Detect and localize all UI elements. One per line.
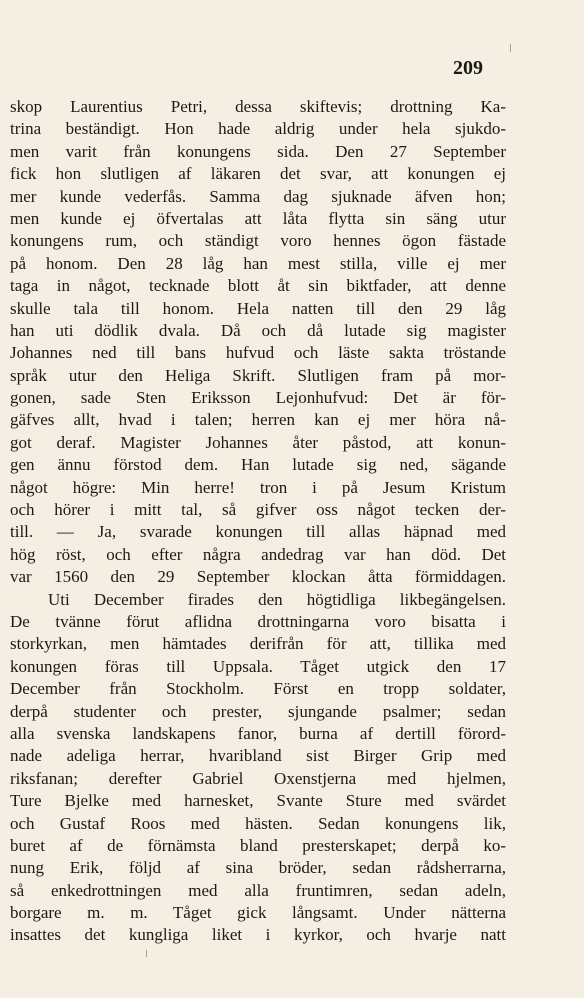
text-line: alla svenska landskapens fanor, burna af dertill förord-: [10, 723, 506, 743]
page-speck: [510, 44, 511, 52]
text-line: taga in något, tecknade blott åt sin biktfader, att denne: [10, 276, 506, 296]
text-line: skulle tala till honom. Hela natten till den 29 låg: [10, 298, 506, 318]
text-line: buret af de förnämsta bland presterskapet; derpå ko-: [10, 835, 506, 855]
text-line: och Gustaf Roos med hästen. Sedan konungens lik,: [10, 813, 506, 833]
text-line: men varit från konungens sida. Den 27 September: [10, 141, 506, 161]
text-line: fick hon slutligen af läkaren det svar, att konungen ej: [10, 164, 506, 184]
text-line: mer kunde vederfås. Samma dag sjuknade äfven hon;: [10, 186, 506, 206]
text-line: men kunde ej öfvertalas att låta flytta sin säng utur: [10, 208, 506, 228]
text-line: på honom. Den 28 låg han mest stilla, ville ej mer: [10, 253, 506, 273]
text-line: konungen föras till Uppsala. Tåget utgick den 17: [10, 656, 506, 676]
text-line: Johannes ned till bans hufvud och läste sakta tröstande: [10, 343, 506, 363]
text-line: konungens rum, och ständigt voro hennes ögon fästade: [10, 231, 506, 251]
text-line: insattes det kungliga liket i kyrkor, och hvarje natt: [10, 925, 506, 945]
page-speck: [146, 950, 147, 957]
text-line: storkyrkan, men hämtades derifrån för att, tillika med: [10, 634, 506, 654]
text-line: Ture Bjelke med harnesket, Svante Sture med svärdet: [10, 791, 506, 811]
text-line: borgare m. m. Tåget gick långsamt. Under nätterna: [10, 903, 506, 923]
text-line: riksfanan; derefter Gabriel Oxenstjerna med hjelmen,: [10, 768, 506, 788]
text-line: han uti dödlik dvala. Då och då lutade sig magister: [10, 320, 506, 340]
text-line: var 1560 den 29 September klockan åtta förmiddagen.: [10, 567, 506, 587]
text-line: till. — Ja, svarade konungen till allas häpnad med: [10, 522, 506, 542]
text-line: skop Laurentius Petri, dessa skiftevis; drottning Ka-: [10, 97, 506, 116]
text-line: gäfves allt, hvad i talen; herren kan ej mer höra nå-: [10, 410, 506, 430]
text-line: språk utur den Heliga Skrift. Slutligen fram på mor-: [10, 365, 506, 385]
text-line: trina beständigt. Hon hade aldrig under hela sjukdo-: [10, 119, 506, 139]
text-line: December från Stockholm. Först en tropp soldater,: [10, 679, 506, 699]
page-number: 209: [453, 57, 483, 79]
text-line: got deraf. Magister Johannes åter påstod, att konun-: [10, 432, 506, 452]
body-text: [10, 96, 506, 947]
text-line: nung Erik, följd af sina bröder, sedan rådsherrarna,: [10, 858, 506, 878]
text-line: något högre: Min herre! tron i på Jesum Kristum: [10, 477, 506, 497]
text-line: derpå studenter och prester, sjungande psalmer; sedan: [10, 701, 506, 721]
text-line: nade adeliga herrar, hvaribland sist Birger Grip med: [10, 746, 506, 766]
text-line: De tvänne förut aflidna drottningarna voro bisatta i: [10, 611, 506, 631]
text-line: Uti December firades den högtidliga likbegängelsen.: [48, 589, 506, 609]
text-line: hög röst, och efter några andedrag var han död. Det: [10, 544, 506, 564]
text-line: och hörer i mitt tal, så gifver oss något tecken der-: [10, 500, 506, 520]
text-line: gen ännu förstod dem. Han lutade sig ned, sägande: [10, 455, 506, 475]
text-line: så enkedrottningen med alla fruntimren, sedan adeln,: [10, 880, 506, 900]
text-line: gonen, sade Sten Eriksson Lejonhufvud: Det är för-: [10, 388, 506, 408]
